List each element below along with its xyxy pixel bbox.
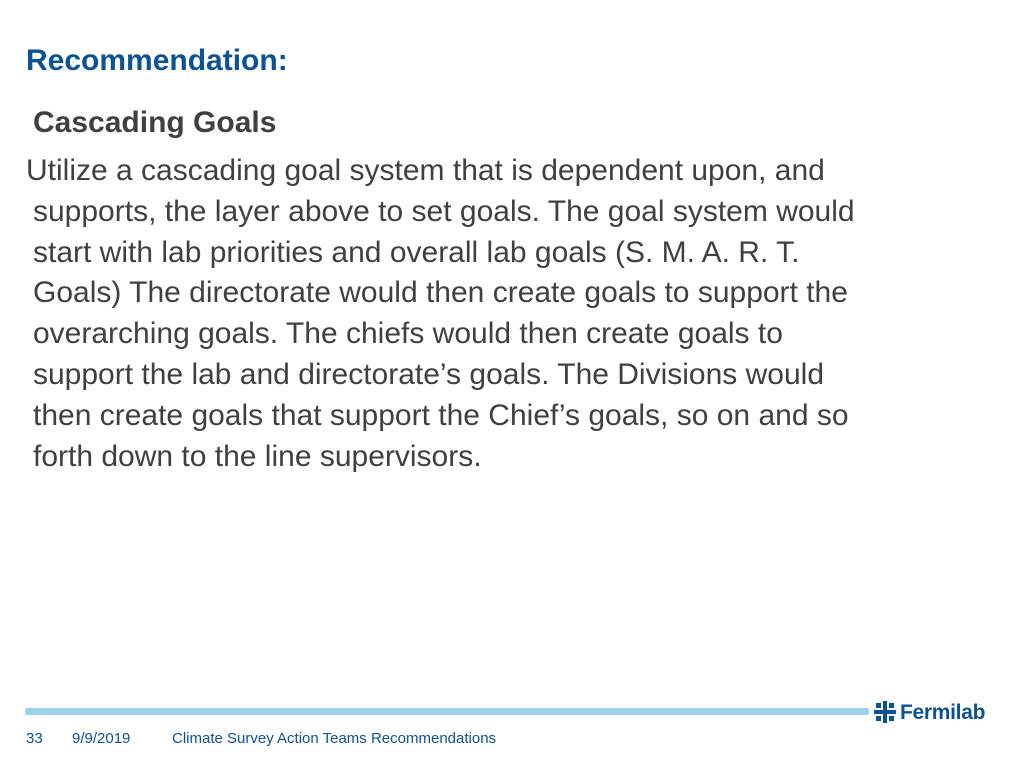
slide-subtitle: Cascading Goals [33, 106, 277, 139]
body-line: Goals) The directorate would then create goals to support the [33, 276, 848, 310]
footer-caption: Climate Survey Action Teams Recommendations [172, 730, 497, 747]
body-line: then create goals that support the Chief’s goals, so on and so [33, 398, 849, 432]
body-line: supports, the layer above to set goals. The goal system would [33, 194, 855, 228]
footer-divider-bar [25, 708, 869, 715]
fermilab-logo-icon [873, 700, 897, 724]
body-line: support the lab and directorate’s goals. The Divisions would [33, 357, 825, 391]
body-line: forth down to the line supervisors. [33, 439, 482, 473]
footer-date: 9/9/2019 [72, 730, 131, 747]
slide-title: Recommendation: [26, 44, 288, 77]
logo-wordmark: Fermilab [900, 700, 986, 724]
body-line: start with lab priorities and overall lab goals (S. M. A. R. T. [33, 235, 800, 269]
page-number: 33 [26, 730, 43, 747]
fermilab-logo [873, 699, 985, 725]
body-line: overarching goals. The chiefs would then create goals to [33, 317, 783, 351]
body-line: Utilize a cascading goal system that is dependent upon, and [26, 154, 825, 187]
body-paragraph [26, 151, 976, 477]
